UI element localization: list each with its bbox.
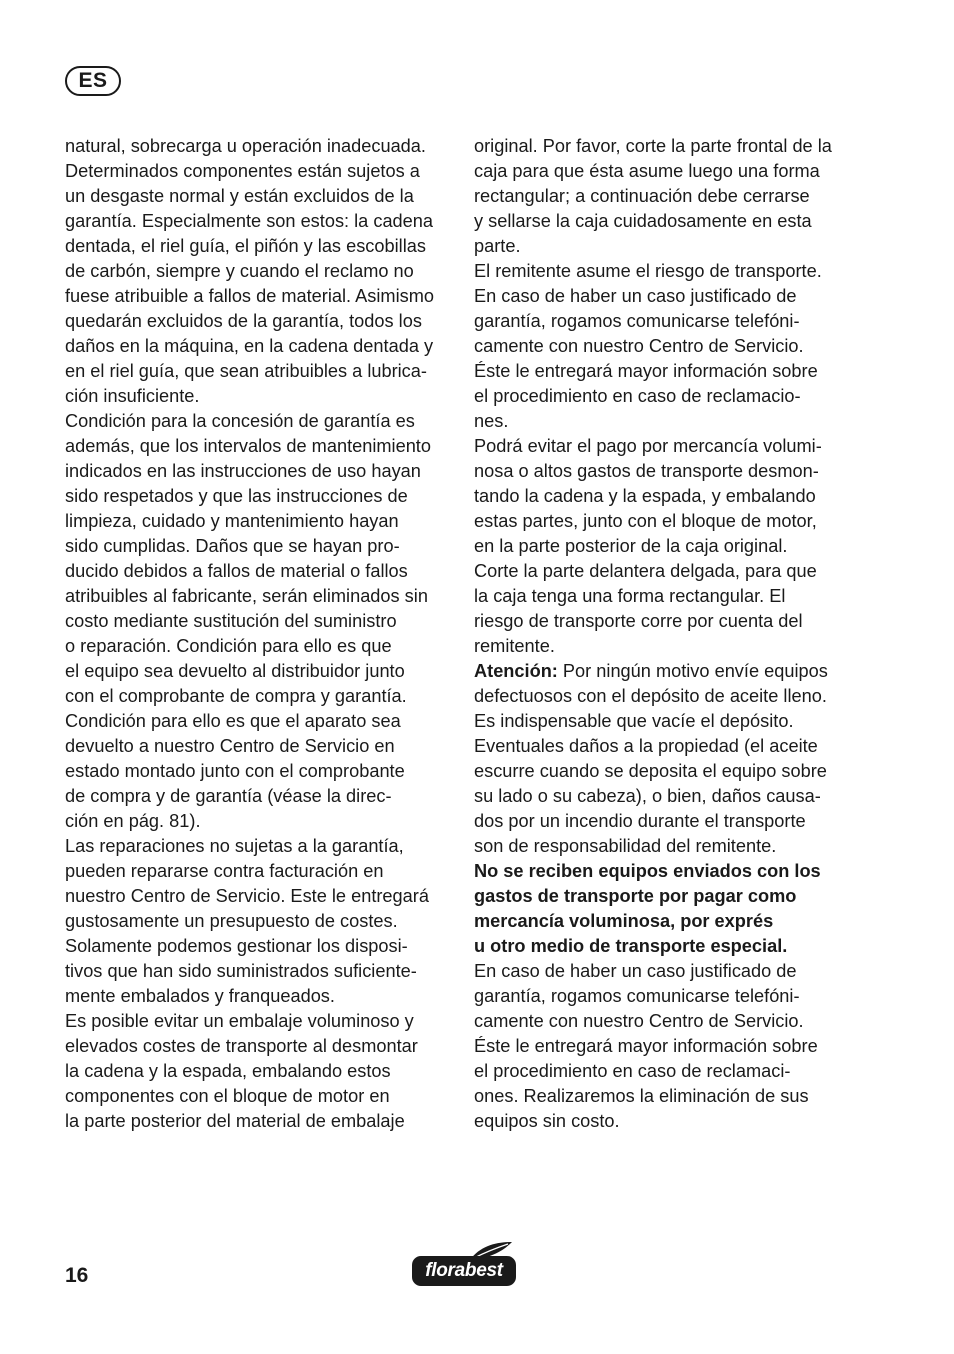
text-line: mercancía voluminosa, por exprés xyxy=(474,911,774,931)
text-line: nosa o altos gastos de transporte desmon- xyxy=(474,461,819,481)
text-line: costo mediante sustitución del suministro xyxy=(65,611,397,631)
text-line: además, que los intervalos de mantenimiento xyxy=(65,436,431,456)
text-line: dentada, el riel guía, el piñón y las escobillas xyxy=(65,236,426,256)
text-line: remitente. xyxy=(474,636,555,656)
text-line: Determinados componentes están sujetos a xyxy=(65,161,420,181)
text-line: original. Por favor, corte la parte frontal de la xyxy=(474,136,832,156)
text-line: o reparación. Condición para ello es que xyxy=(65,636,392,656)
text-line: En caso de haber un caso justificado de xyxy=(474,286,797,306)
text-line: un desgaste normal y están excluidos de la xyxy=(65,186,414,206)
text-line: fuese atribuible a fallos de material. Asimismo xyxy=(65,286,434,306)
text-line: daños en la máquina, en la cadena dentada y xyxy=(65,336,434,356)
text-line: Es posible evitar un embalaje voluminoso y xyxy=(65,1011,414,1031)
text-line: equipos sin costo. xyxy=(474,1111,620,1131)
text-line: indicados en las instrucciones de uso hayan xyxy=(65,461,421,481)
text-line: nuestro Centro de Servicio. Este le entregará xyxy=(65,886,429,906)
language-badge: ES xyxy=(65,66,121,96)
text-line: la cadena y la espada, embalando estos xyxy=(65,1061,391,1081)
text-line: nes. xyxy=(474,411,509,431)
text-line: En caso de haber un caso justificado de xyxy=(474,961,797,981)
text-line: la caja tenga una forma rectangular. El xyxy=(474,586,786,606)
text-line: sido cumplidas. Daños que se hayan pro- xyxy=(65,536,400,556)
text-line: defectuosos con el depósito de aceite lleno. xyxy=(474,686,827,706)
text-line: Corte la parte delantera delgada, para que xyxy=(474,561,817,581)
text-line: pueden repararse contra facturación en xyxy=(65,861,384,881)
text-line: elevados costes de transporte al desmontar xyxy=(65,1036,418,1056)
text-line: de carbón, siempre y cuando el reclamo no xyxy=(65,261,414,281)
text-line: y sellarse la caja cuidadosamente en esta xyxy=(474,211,812,231)
text-line xyxy=(474,659,862,684)
text-line: la parte posterior del material de embalaje xyxy=(65,1111,405,1131)
text-line: Podrá evitar el pago por mercancía volumi- xyxy=(474,436,822,456)
text-line: garantía, rogamos comunicarse telefóni- xyxy=(474,311,800,331)
text-line: sido respetados y que las instrucciones de xyxy=(65,486,408,506)
text-line: el procedimiento en caso de reclamacio- xyxy=(474,386,801,406)
text-line: Solamente podemos gestionar los disposi- xyxy=(65,936,408,956)
text-line: el procedimiento en caso de reclamaci- xyxy=(474,1061,791,1081)
text-line: mente embalados y franqueados. xyxy=(65,986,335,1006)
text-line: Éste le entregará mayor información sobre xyxy=(474,1036,818,1056)
text-line: su lado o su cabeza), o bien, daños causa- xyxy=(474,786,821,806)
text-line: en la parte posterior de la caja original. xyxy=(474,536,788,556)
bold-lead-in: Atención: xyxy=(474,661,558,681)
left-text-column xyxy=(65,134,449,1134)
text-line: Condición para ello es que el aparato sea xyxy=(65,711,401,731)
text-line: gastos de transporte por pagar como xyxy=(474,886,797,906)
text-line: Las reparaciones no sujetas a la garantía, xyxy=(65,836,404,856)
text-line: ción en pág. 81). xyxy=(65,811,201,831)
right-text-column xyxy=(474,134,862,1134)
text-line: estas partes, junto con el bloque de motor, xyxy=(474,511,817,531)
text-line: con el comprobante de compra y garantía. xyxy=(65,686,407,706)
text-line: El remitente asume el riesgo de transporte. xyxy=(474,261,822,281)
text-line: garantía, rogamos comunicarse telefóni- xyxy=(474,986,800,1006)
text-line: limpieza, cuidado y mantenimiento hayan xyxy=(65,511,399,531)
text-line: tivos que han sido suministrados suficiente- xyxy=(65,961,417,981)
text-line: Éste le entregará mayor información sobre xyxy=(474,361,818,381)
florabest-logo xyxy=(406,1240,522,1292)
text-line: ducido debidos a fallos de material o fallos xyxy=(65,561,408,581)
text-line: No se reciben equipos enviados con los xyxy=(474,861,821,881)
text-line: escurre cuando se deposita el equipo sobre xyxy=(474,761,827,781)
text-line: garantía. Especialmente son estos: la cadena xyxy=(65,211,434,231)
text-line: ones. Realizaremos la eliminación de sus xyxy=(474,1086,809,1106)
text-line: caja para que ésta asume luego una forma xyxy=(474,161,820,181)
page-number: 16 xyxy=(65,1264,89,1287)
text-line: de compra y de garantía (véase la direc- xyxy=(65,786,392,806)
text-line: Eventuales daños a la propiedad (el aceite xyxy=(474,736,818,756)
text-line: rectangular; a continuación debe cerrarse xyxy=(474,186,810,206)
text-line: ción insuficiente. xyxy=(65,386,200,406)
text-line: u otro medio de transporte especial. xyxy=(474,936,788,956)
text-line: Condición para la concesión de garantía es xyxy=(65,411,415,431)
text-line: estado montado junto con el comprobante xyxy=(65,761,405,781)
logo-wordmark: florabest xyxy=(412,1256,516,1286)
text-line: quedarán excluidos de la garantía, todos los xyxy=(65,311,422,331)
text-line: Es indispensable que vacíe el depósito. xyxy=(474,711,794,731)
text-line: riesgo de transporte corre por cuenta del xyxy=(474,611,803,631)
text-line: camente con nuestro Centro de Servicio. xyxy=(474,1011,804,1031)
text-line: parte. xyxy=(474,236,521,256)
text-line: tando la cadena y la espada, y embalando xyxy=(474,486,816,506)
text-line: gustosamente un presupuesto de costes. xyxy=(65,911,398,931)
text-line: devuelto a nuestro Centro de Servicio en xyxy=(65,736,395,756)
text-line: camente con nuestro Centro de Servicio. xyxy=(474,336,804,356)
text-line: natural, sobrecarga u operación inadecuada. xyxy=(65,136,426,156)
text-line: en el riel guía, que sean atribuibles a lubrica- xyxy=(65,361,427,381)
line-text: Por ningún motivo envíe equipos xyxy=(557,661,828,681)
text-line: son de responsabilidad del remitente. xyxy=(474,836,777,856)
text-line: atribuibles al fabricante, serán eliminados sin xyxy=(65,586,428,606)
text-line: componentes con el bloque de motor en xyxy=(65,1086,390,1106)
text-line: dos por un incendio durante el transporte xyxy=(474,811,806,831)
text-line: el equipo sea devuelto al distribuidor junto xyxy=(65,661,405,681)
